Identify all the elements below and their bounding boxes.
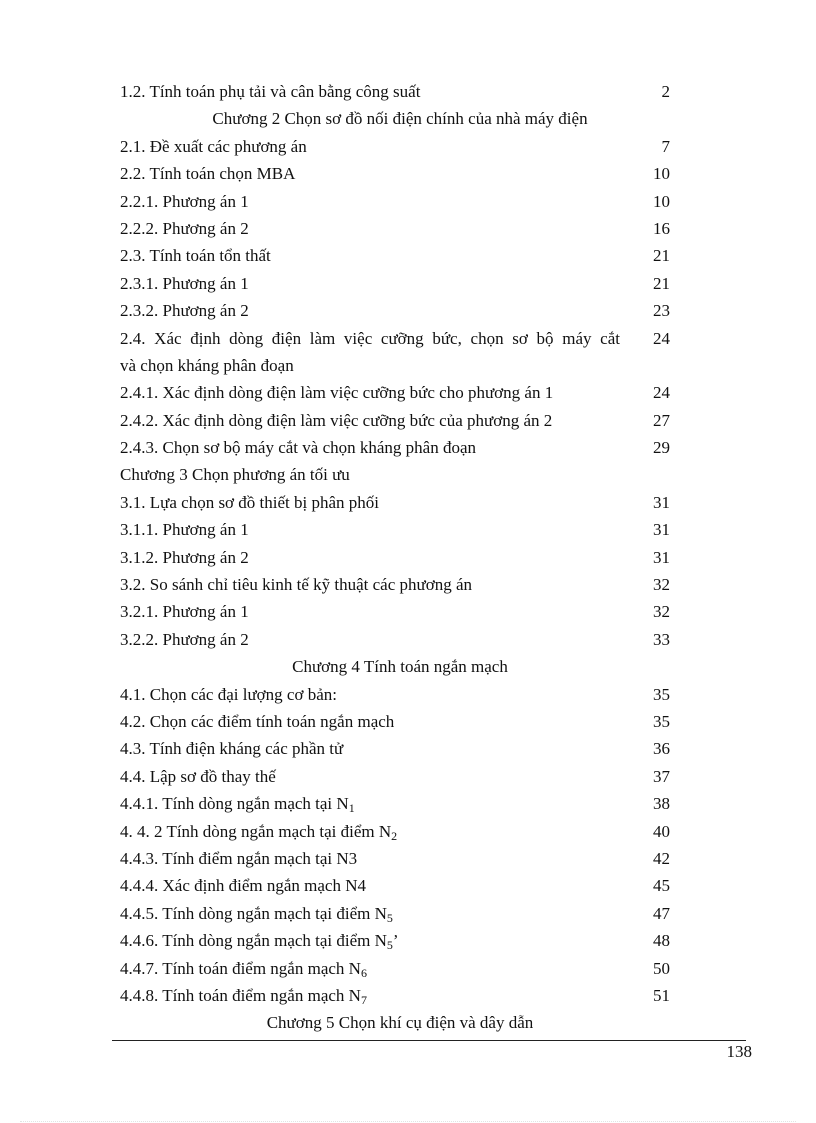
toc-entry-title <box>120 242 620 269</box>
toc-entry <box>120 461 680 488</box>
toc-entry-text: 2.4.3. Chọn sơ bộ máy cắt và chọn kháng phân đoạn <box>120 438 477 458</box>
toc-entry-text: 2.4.1. Xác định dòng điện làm việc cưỡng bức cho phương án 1 <box>120 383 554 403</box>
toc-entry-text: Chương 4 Tính toán ngắn mạch <box>292 657 508 677</box>
toc-entry-page-number: 31 <box>653 547 670 567</box>
toc-entry <box>120 845 680 872</box>
toc-entry-page-number: 45 <box>653 876 670 896</box>
toc-entry-page-number: 24 <box>653 383 670 403</box>
toc-entry-text: 2.2.2. Phương án 2 <box>120 218 249 238</box>
toc-entry-subscript: 6 <box>360 965 367 980</box>
toc-entry-title <box>120 352 620 379</box>
toc-entry-title <box>120 78 620 105</box>
toc-entry-title <box>120 297 620 324</box>
toc-entry <box>120 818 680 845</box>
toc-entry-title <box>120 516 620 543</box>
toc-entry-title <box>120 133 620 160</box>
toc-entry-text: 2.3.1. Phương án 1 <box>120 273 249 293</box>
toc-entry <box>120 872 680 899</box>
footer-divider <box>112 1040 746 1041</box>
toc-entry-text: 4.4. Lập sơ đồ thay thế <box>120 766 276 786</box>
toc-entry-suffix: ’ <box>392 931 399 951</box>
toc-entry-title <box>120 160 620 187</box>
toc-entry-text: 4.4.3. Tính điểm ngắn mạch tại N3 <box>120 848 358 868</box>
toc-entry <box>120 242 680 269</box>
toc-entry-text: Chương 2 Chọn sơ đồ nối điện chính của nhà máy điện <box>212 109 588 129</box>
toc-entry-title <box>120 790 620 817</box>
toc-entry-subscript: 2 <box>391 828 398 843</box>
toc-entry-page-number: 51 <box>653 985 670 1005</box>
toc-entry-page-number: 32 <box>653 602 670 622</box>
toc-chapter-heading <box>120 105 680 132</box>
toc-entry <box>120 78 680 105</box>
toc-entry-page-number: 42 <box>653 848 670 868</box>
toc-entry-title <box>120 763 620 790</box>
toc-entry-subscript: 5 <box>386 910 393 925</box>
toc-entry-text: 3.2.1. Phương án 1 <box>120 602 249 622</box>
toc-entry <box>120 900 680 927</box>
toc-entry <box>120 215 680 242</box>
toc-entry-title <box>120 708 620 735</box>
toc-entry <box>120 763 680 790</box>
toc-entry-title <box>120 325 620 352</box>
toc-entry-page-number: 38 <box>653 794 670 814</box>
toc-entry-page-number: 33 <box>653 629 670 649</box>
toc-entry <box>120 407 680 434</box>
toc-entry-title <box>120 188 620 215</box>
toc-entry <box>120 598 680 625</box>
toc-entry-page-number: 16 <box>653 218 670 238</box>
toc-entry <box>120 626 680 653</box>
toc-entry-title <box>120 407 620 434</box>
toc-entry-text: 3.2.2. Phương án 2 <box>120 629 249 649</box>
toc-entry <box>120 489 680 516</box>
toc-entry-title <box>120 735 620 762</box>
toc-entry <box>120 708 680 735</box>
toc-entry <box>120 790 680 817</box>
toc-entry <box>120 927 680 954</box>
toc-entry-text: 2.3.2. Phương án 2 <box>120 301 249 321</box>
toc-entry-page-number: 35 <box>653 684 670 704</box>
toc-entry <box>120 188 680 215</box>
toc-entry-title <box>120 598 620 625</box>
toc-entry <box>120 434 680 461</box>
toc-entry-page-number: 10 <box>653 164 670 184</box>
toc-entry-page-number: 2 <box>661 82 670 101</box>
toc-entry-page-number: 24 <box>653 328 670 348</box>
toc-entry-text: 2.4.2. Xác định dòng điện làm việc cưỡng bức của phương án 2 <box>120 410 553 430</box>
toc-entry-text: Chương 5 Chọn khí cụ điện và dây dẫn <box>266 1013 534 1033</box>
toc-entry-page-number: 23 <box>653 301 670 321</box>
toc-entry-page-number: 27 <box>653 410 670 430</box>
toc-entry-text: 3.1.2. Phương án 2 <box>120 547 249 567</box>
toc-entry-text: 4. 4. 2 Tính dòng ngắn mạch tại điểm N <box>120 821 392 841</box>
toc-entry-subscript: 5 <box>386 938 393 953</box>
toc-entry-page-number: 7 <box>661 136 670 156</box>
toc-entry-page-number: 21 <box>653 246 670 266</box>
toc-entry-title <box>120 872 620 899</box>
toc-entry-text: 2.2.1. Phương án 1 <box>120 191 249 211</box>
toc-entry-title <box>120 461 620 488</box>
toc-entry-text: 2.4. Xác định dòng điện làm việc cưỡng bức, chọn sơ bộ máy cắt <box>120 328 620 348</box>
toc-entry-page-number: 29 <box>653 438 670 458</box>
toc-entry-text: 4.3. Tính điện kháng các phần tử <box>120 739 344 759</box>
toc-entry-text: và chọn kháng phân đoạn <box>120 355 294 375</box>
toc-chapter-heading <box>120 1009 680 1036</box>
toc-entry-title <box>120 982 620 1009</box>
toc-entry-title <box>120 653 680 680</box>
toc-entry-page-number: 32 <box>653 575 670 595</box>
toc-entry-subscript: 7 <box>360 992 367 1007</box>
toc-entry <box>120 325 680 352</box>
toc-entry-page-number: 35 <box>653 711 670 731</box>
toc-entry-text: 4.4.5. Tính dòng ngắn mạch tại điểm N <box>120 903 387 923</box>
toc-entry <box>120 160 680 187</box>
toc-entry <box>120 955 680 982</box>
toc-entry <box>120 982 680 1009</box>
toc-entry-title <box>120 270 620 297</box>
page-edge-dotted-line <box>20 1121 796 1122</box>
toc-entry-page-number: 37 <box>653 766 670 786</box>
toc-entry <box>120 544 680 571</box>
toc-entry <box>120 297 680 324</box>
toc-entry-text: 3.1. Lựa chọn sơ đồ thiết bị phân phối <box>120 492 380 512</box>
toc-entry-page-number: 31 <box>653 520 670 540</box>
toc-entry-title <box>120 626 620 653</box>
toc-entry-page-number: 36 <box>653 739 670 759</box>
toc-entry-page-number: 21 <box>653 273 670 293</box>
toc-entry <box>120 379 680 406</box>
toc-entry-text: 2.2. Tính toán chọn MBA <box>120 164 296 184</box>
table-of-contents <box>120 78 680 1037</box>
toc-entry-title <box>120 681 620 708</box>
toc-entry-text: 3.1.1. Phương án 1 <box>120 520 249 540</box>
toc-entry-title <box>120 489 620 516</box>
toc-entry-title <box>120 105 680 132</box>
toc-entry-text: 4.1. Chọn các đại lượng cơ bản: <box>120 684 337 704</box>
toc-entry-text: 3.2. So sánh chỉ tiêu kinh tế kỹ thuật các phương án <box>120 575 472 595</box>
toc-entry-title <box>120 379 620 406</box>
toc-entry-page-number: 50 <box>653 958 670 978</box>
page-number: 138 <box>726 1042 752 1061</box>
toc-entry <box>120 133 680 160</box>
toc-entry-title <box>120 215 620 242</box>
toc-entry-page-number: 48 <box>653 931 670 951</box>
toc-entry-title <box>120 845 620 872</box>
toc-entry-text: 2.3. Tính toán tổn thất <box>120 246 271 266</box>
toc-entry-title <box>120 955 620 982</box>
toc-chapter-heading <box>120 653 680 680</box>
toc-entry <box>120 516 680 543</box>
toc-entry-title <box>120 434 620 461</box>
toc-entry-text: 4.4.7. Tính toán điểm ngắn mạch N <box>120 958 361 978</box>
toc-entry-text: Chương 3 Chọn phương án tối ưu <box>120 465 350 485</box>
toc-entry-text: 4.4.4. Xác định điểm ngắn mạch N4 <box>120 876 366 896</box>
toc-entry-title <box>120 544 620 571</box>
toc-entry-page-number: 10 <box>653 191 670 211</box>
toc-entry <box>120 352 680 379</box>
toc-entry-text: 1.2. Tính toán phụ tải và cân bằng công suất <box>120 82 421 101</box>
toc-entry-text: 4.4.6. Tính dòng ngắn mạch tại điểm N <box>120 931 387 951</box>
toc-entry-text: 2.1. Đề xuất các phương án <box>120 136 307 156</box>
toc-entry-page-number: 31 <box>653 492 670 512</box>
toc-entry <box>120 681 680 708</box>
toc-entry-title <box>120 1009 680 1036</box>
toc-entry-page-number: 40 <box>653 821 670 841</box>
toc-entry-page-number: 47 <box>653 903 670 923</box>
toc-entry-text: 4.4.8. Tính toán điểm ngắn mạch N <box>120 985 361 1005</box>
toc-entry-text: 4.2. Chọn các điểm tính toán ngắn mạch <box>120 711 395 731</box>
toc-entry-title <box>120 900 620 927</box>
toc-entry <box>120 571 680 598</box>
toc-entry <box>120 735 680 762</box>
toc-entry-text: 4.4.1. Tính dòng ngắn mạch tại N <box>120 794 349 814</box>
toc-entry-title <box>120 927 620 954</box>
toc-entry-subscript: 1 <box>348 801 355 816</box>
toc-entry <box>120 270 680 297</box>
toc-entry-title <box>120 571 620 598</box>
toc-entry-title <box>120 818 620 845</box>
